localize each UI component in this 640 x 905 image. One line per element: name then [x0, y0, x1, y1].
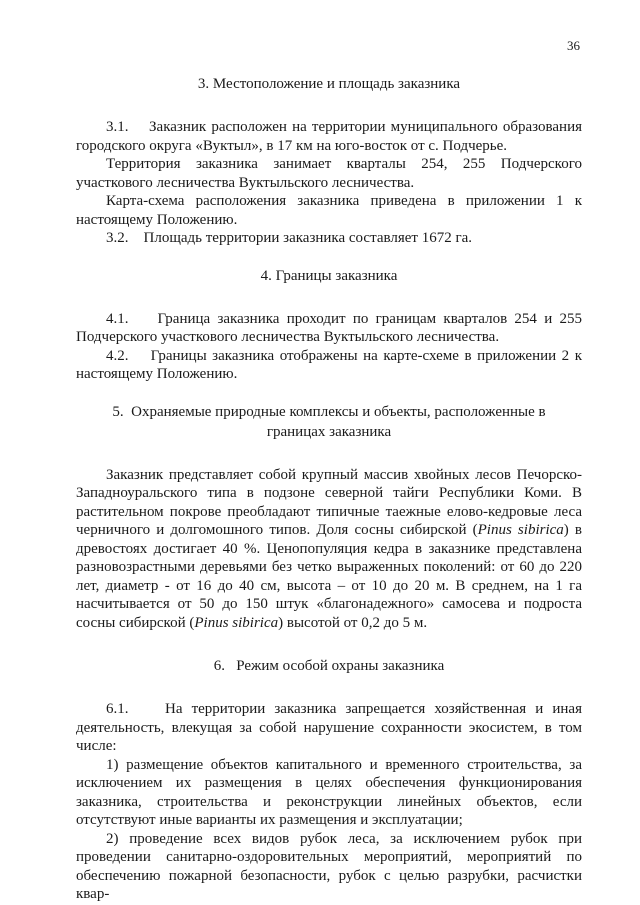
section-5-text-a: Заказник представляет собой крупный массив хвойных лесов Печорско-Западноуральского типа в подзоне северной тайги Республики Коми. В растительном покрове преобладают типичные таежные елово-кедровые леса черничного и долгомошного типов. Доля сосны сибирской ( [76, 466, 582, 538]
section-5-text-c: ) высотой от 0,2 до 5 м. [278, 614, 428, 631]
section-5-description-paragraph [76, 466, 582, 633]
section-3-1-paragraph: 3.1. Заказник расположен на территории муниципального образования городского округа «Вуктыл», в 17 км на юго-восток от с. Подчерье. [76, 119, 582, 154]
section-5-heading-line2: границах заказника [266, 423, 392, 440]
latin-name-2: Pinus sibirica [194, 614, 279, 631]
document-body [76, 74, 582, 904]
section-6-1-paragraph: 6.1. На территории заказника запрещается хозяйственная и иная деятельность, влекущая за собой нарушение сохранности экосистем, в том числе: [76, 701, 582, 754]
section-4-1-paragraph: 4.1. Граница заказника проходит по границам кварталов 254 и 255 Подчерского участкового лесничества Вуктыльского лесничества. [76, 310, 582, 345]
section-4-heading: 4. Границы заказника [260, 267, 398, 284]
section-3-heading: 3. Местоположение и площадь заказника [197, 76, 461, 92]
latin-name-1: Pinus sibirica [477, 522, 564, 538]
section-5-heading-line1: 5. Охраняемые природные комплексы и объекты, расположенные в [112, 403, 546, 420]
section-5-text-b: ) в древостоях достигает 40 %. Ценопопуляция кедра в заказнике представлена разновозрастными деревьями без четко выраженных поколений: от 60 до 220 лет, диаметр - от 16 до 40 см, высота – от 10 до 20 м. В среднем, на 1 га насчитывается от 50 до 150 штук «благонадежного» самосева и подроста сосны сибирской ( [76, 522, 583, 631]
section-4-2-paragraph: 4.2. Границы заказника отображены на карте-схеме в приложении 2 к настоящему Положению. [76, 347, 582, 382]
section-6-heading: 6. Режим особой охраны заказника [213, 658, 445, 674]
section-6-item-2: 2) проведение всех видов рубок леса, за исключением рубок при проведении санитарно-оздоровительных мероприятий, мероприятий по обеспечению пожарной безопасности, рубок с целью разрубки, расчистки квар- [76, 830, 582, 902]
section-6-item-1: 1) размещение объектов капитального и временного строительства, за исключением их размещения в целях обеспечения функционирования заказника, строительства и реконструкции линейных объектов, если отсутствуют иные варианты их размещения и эксплуатации; [76, 756, 582, 828]
section-3-2-paragraph: 3.2. Площадь территории заказника составляет 1672 га. [106, 230, 473, 246]
section-3-territory-paragraph: Территория заказника занимает кварталы 254, 255 Подчерского участкового лесничества Вуктыльского лесничества. [76, 156, 582, 191]
page-number: 36 [567, 38, 580, 53]
section-3-map-paragraph: Карта-схема расположения заказника приведена в приложении 1 к настоящему Положению. [76, 193, 582, 228]
